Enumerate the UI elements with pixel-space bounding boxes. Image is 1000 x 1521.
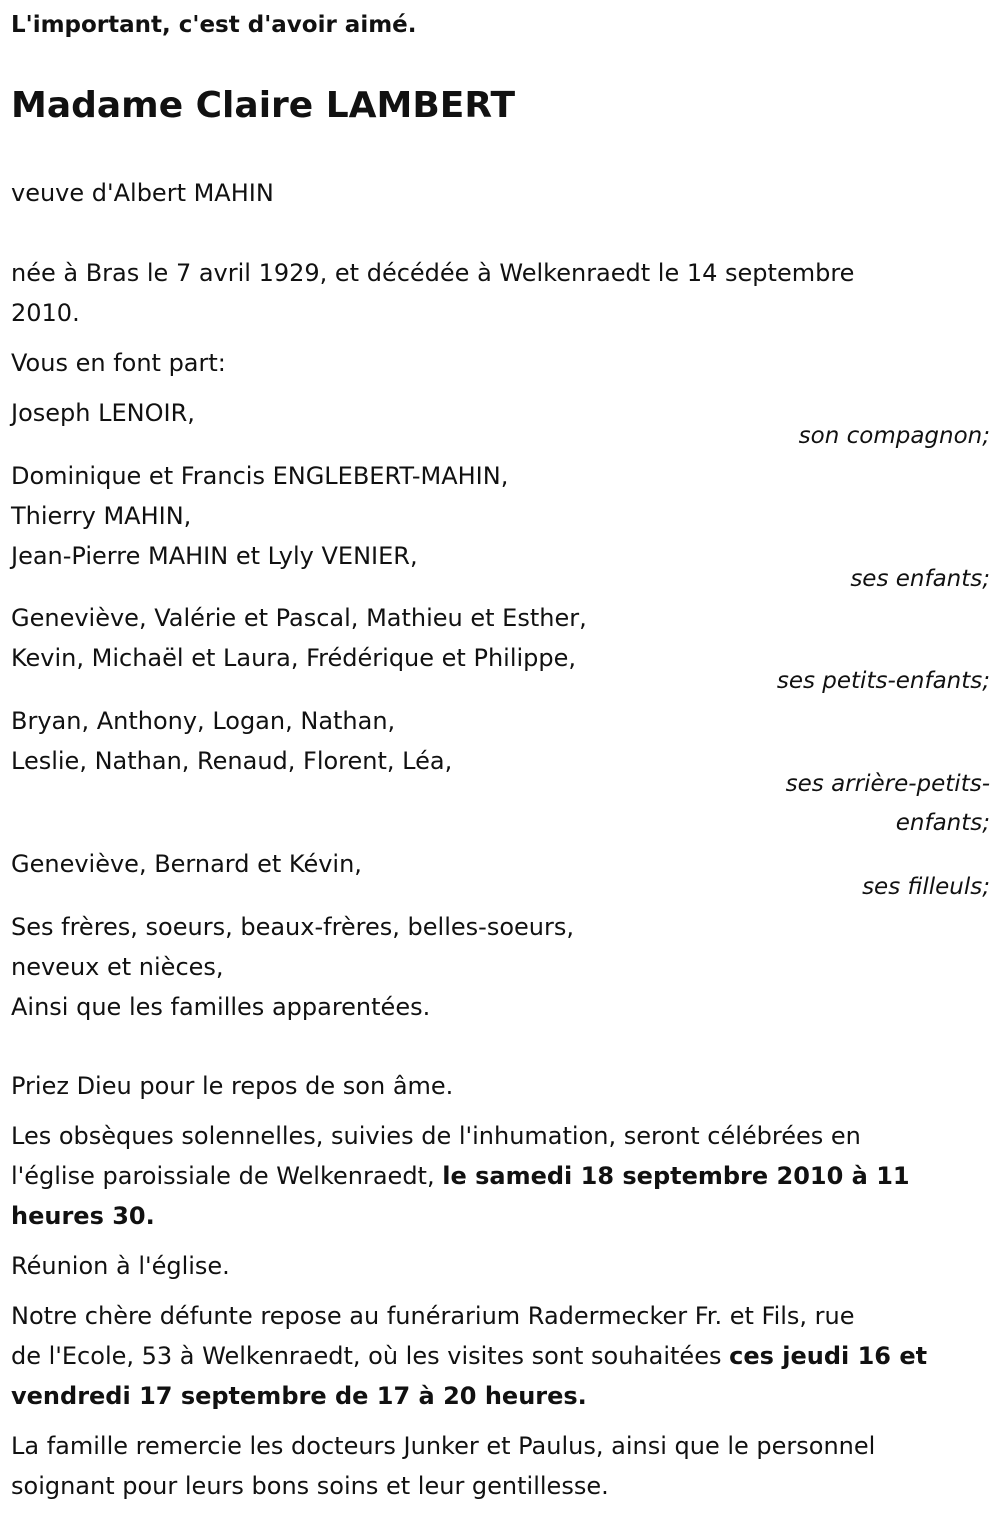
family-line: Ainsi que les familles apparentées. <box>11 993 431 1021</box>
funeral-line <box>11 1196 961 1236</box>
visitation-line: Notre chère défunte repose au funérarium Radermecker Fr. et Fils, rue <box>11 1302 855 1330</box>
mourner-line: Geneviève, Bernard et Kévin, <box>11 850 362 878</box>
funeral-paragraph <box>11 1116 961 1236</box>
mourner-line: Jean-Pierre MAHIN et Lyly VENIER, <box>11 542 418 570</box>
mourner-group <box>11 844 961 884</box>
mourner-line: Bryan, Anthony, Logan, Nathan, <box>11 707 396 735</box>
relation-label: ses enfants; <box>850 566 990 592</box>
family-block <box>11 907 961 1027</box>
mourner-line: Thierry MAHIN, <box>11 502 192 530</box>
mourner-group <box>11 456 961 576</box>
thanks-paragraph <box>11 1426 961 1506</box>
relation-label <box>786 765 990 843</box>
funeral-line <box>11 1156 961 1196</box>
mourner-line: Dominique et Francis ENGLEBERT-MAHIN, <box>11 462 509 490</box>
mourner-line: Joseph LENOIR, <box>11 399 195 427</box>
relation-label: ses petits-enfants; <box>776 668 990 694</box>
relation-label-line: ses arrière-petits- <box>785 771 990 797</box>
meeting-line: Réunion à l'église. <box>11 1252 230 1280</box>
thanks-line: soignant pour leurs bons soins et leur gentillesse. <box>11 1472 609 1500</box>
relation-label: ses filleuls; <box>862 874 990 900</box>
funeral-text: l'église paroissiale de Welkenraedt, <box>11 1162 443 1190</box>
motto: L'important, c'est d'avoir aimé. <box>11 12 417 38</box>
visitation-paragraph <box>11 1296 961 1416</box>
visitation-line <box>11 1336 961 1376</box>
widow-line: veuve d'Albert MAHIN <box>11 179 274 207</box>
birth-death-line: née à Bras le 7 avril 1929, et décédée à Welkenraedt le 14 septembre <box>11 259 855 287</box>
funeral-line: Les obsèques solennelles, suivies de l'inhumation, seront célébrées en <box>11 1122 861 1150</box>
prayer-line: Priez Dieu pour le repos de son âme. <box>11 1072 454 1100</box>
deceased-name: Madame Claire LAMBERT <box>11 85 516 126</box>
thanks-line: La famille remercie les docteurs Junker et Paulus, ainsi que le personnel <box>11 1432 876 1460</box>
relation-label: son compagnon; <box>798 423 990 449</box>
family-line: neveux et nièces, <box>11 953 224 981</box>
family-line: Ses frères, soeurs, beaux-frères, belles-soeurs, <box>11 913 574 941</box>
visitation-line <box>11 1376 961 1416</box>
visitation-dates: ces jeudi 16 et <box>729 1342 928 1370</box>
visitation-text: de l'Ecole, 53 à Welkenraedt, où les visites sont souhaitées <box>11 1342 730 1370</box>
birth-death-line: 2010. <box>11 299 80 327</box>
birth-death <box>11 253 961 333</box>
funeral-time: heures 30. <box>11 1202 155 1230</box>
intro-line: Vous en font part: <box>11 349 226 377</box>
mourner-line: Leslie, Nathan, Renaud, Florent, Léa, <box>11 747 453 775</box>
relation-label-line: enfants; <box>895 810 990 836</box>
mourner-line: Kevin, Michaël et Laura, Frédérique et Philippe, <box>11 644 577 672</box>
funeral-date: le samedi 18 septembre 2010 à 11 <box>442 1162 910 1190</box>
visitation-hours: vendredi 17 septembre de 17 à 20 heures. <box>11 1382 587 1410</box>
mourner-line: Geneviève, Valérie et Pascal, Mathieu et Esther, <box>11 604 587 632</box>
